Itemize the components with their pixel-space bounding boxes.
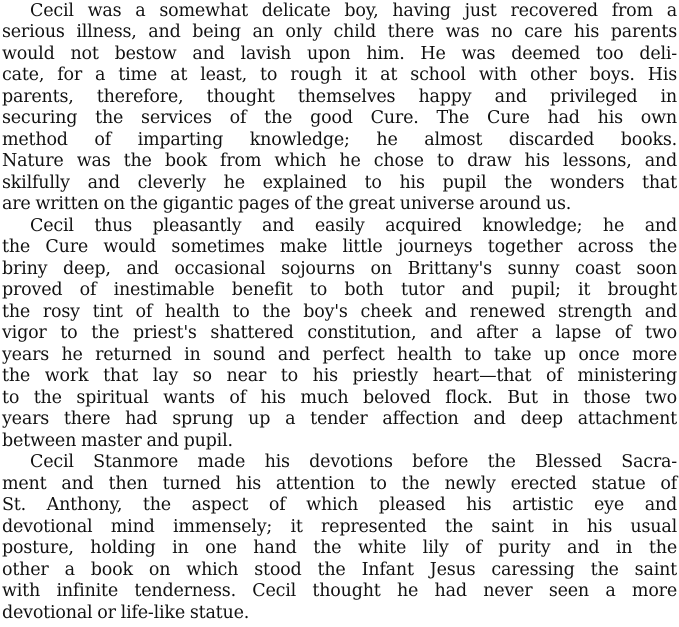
text-line: to the spiritual wants of his much beloved flock. But in those two bbox=[2, 388, 677, 408]
text-line: vigor to the priest's shattered constitution, and after a lapse of two bbox=[2, 323, 677, 343]
text-line: briny deep, and occasional sojourns on Brittany's sunny coast soon bbox=[2, 259, 677, 279]
text-line: serious illness, and being an only child there was no care his parents bbox=[2, 22, 677, 42]
text-line: Cecil Stanmore made his devotions before the Blessed Sacra- bbox=[30, 452, 677, 472]
text-line: devotional or life-like statue. bbox=[2, 603, 250, 623]
text-line: the work that lay so near to his priestly heart—that of ministering bbox=[2, 366, 677, 386]
text-line: method of imparting knowledge; he almost discarded books. bbox=[2, 130, 677, 150]
text-line: proved of inestimable benefit to both tutor and pupil; it brought bbox=[2, 280, 677, 300]
text-line: St. Anthony, the aspect of which pleased his artistic eye and bbox=[2, 495, 677, 515]
text-line: cate, for a time at least, to rough it at school with other boys. His bbox=[2, 65, 677, 85]
text-line: parents, therefore, thought themselves happy and privileged in bbox=[2, 87, 677, 107]
text-line: the Cure would sometimes make little journeys together across the bbox=[2, 237, 677, 257]
text-line: the rosy tint of health to the boy's cheek and renewed strength and bbox=[2, 302, 677, 322]
text-line: ment and then turned his attention to the newly erected statue of bbox=[2, 474, 677, 494]
text-line: years there had sprung up a tender affection and deep attachment bbox=[2, 409, 677, 429]
text-line: between master and pupil. bbox=[2, 431, 233, 451]
text-line: devotional mind immensely; it represented the saint in his usual bbox=[2, 517, 677, 537]
text-line: posture, holding in one hand the white lily of purity and in the bbox=[2, 538, 677, 558]
text-line: other a book on which stood the Infant Jesus caressing the saint bbox=[2, 560, 677, 580]
text-line: Nature was the book from which he chose to draw his lessons, and bbox=[2, 151, 677, 171]
text-line: Cecil was a somewhat delicate boy, having just recovered from a bbox=[30, 1, 677, 21]
text-line: securing the services of the good Cure. The Cure had his own bbox=[2, 108, 677, 128]
text-line: are written on the gigantic pages of the great universe around us. bbox=[2, 194, 572, 214]
text-line: Cecil thus pleasantly and easily acquired knowledge; he and bbox=[30, 216, 677, 236]
text-line: with infinite tenderness. Cecil thought he had never seen a more bbox=[2, 581, 677, 601]
text-line: years he returned in sound and perfect health to take up once more bbox=[2, 345, 677, 365]
text-line: would not bestow and lavish upon him. He was deemed too deli- bbox=[2, 44, 677, 64]
text-line: skilfully and cleverly he explained to his pupil the wonders that bbox=[2, 173, 677, 193]
